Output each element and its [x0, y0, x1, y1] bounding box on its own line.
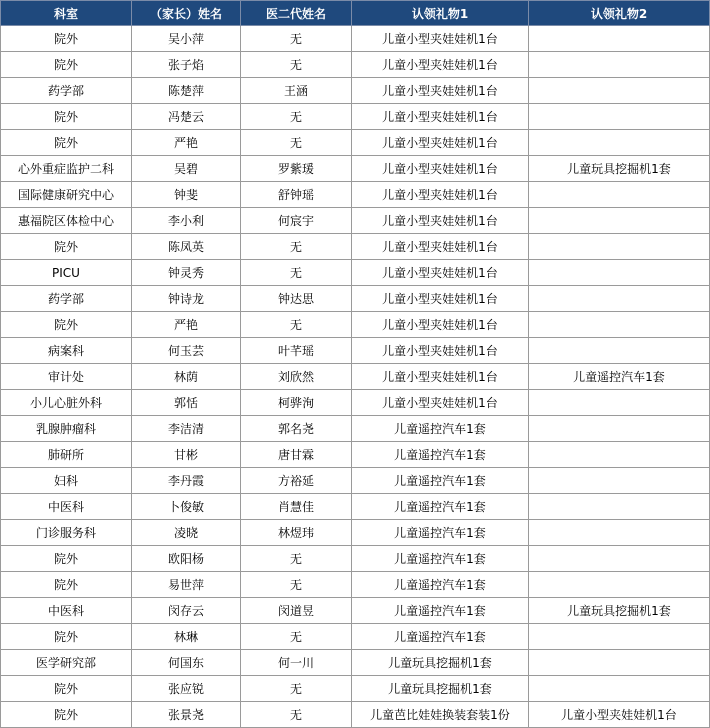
gift-2-cell [529, 494, 710, 520]
parent-name-cell: 卜俊敏 [132, 494, 241, 520]
parent-name-cell: 严艳 [132, 130, 241, 156]
department-cell: 院外 [1, 234, 132, 260]
gift-1-cell: 儿童玩具挖掘机1套 [352, 650, 529, 676]
department-cell: 审计处 [1, 364, 132, 390]
gift-2-cell [529, 546, 710, 572]
department-cell: 院外 [1, 546, 132, 572]
parent-name-cell: 吴碧 [132, 156, 241, 182]
col-header-gift-2: 认领礼物2 [529, 1, 710, 26]
parent-name-cell: 陈楚萍 [132, 78, 241, 104]
table-row [1, 260, 710, 286]
table-row [1, 182, 710, 208]
gift-1-cell: 儿童遥控汽车1套 [352, 416, 529, 442]
child-name-cell: 闵道昱 [241, 598, 352, 624]
department-cell: 院外 [1, 130, 132, 156]
table-row [1, 442, 710, 468]
department-cell: 院外 [1, 26, 132, 52]
gift-1-cell: 儿童小型夹娃娃机1台 [352, 52, 529, 78]
department-cell: 门诊服务科 [1, 520, 132, 546]
department-cell: 医学研究部 [1, 650, 132, 676]
gift-2-cell [529, 676, 710, 702]
department-cell: 中医科 [1, 494, 132, 520]
department-cell: 乳腺肿瘤科 [1, 416, 132, 442]
table-row [1, 650, 710, 676]
table-row [1, 702, 710, 728]
parent-name-cell: 李丹霞 [132, 468, 241, 494]
child-name-cell: 无 [241, 260, 352, 286]
table-row [1, 312, 710, 338]
gift-2-cell [529, 468, 710, 494]
gift-1-cell: 儿童小型夹娃娃机1台 [352, 156, 529, 182]
gift-2-cell [529, 312, 710, 338]
gift-1-cell: 儿童遥控汽车1套 [352, 442, 529, 468]
table-row [1, 546, 710, 572]
gift-2-cell [529, 130, 710, 156]
gift-2-cell [529, 650, 710, 676]
gift-1-cell: 儿童小型夹娃娃机1台 [352, 390, 529, 416]
child-name-cell: 何一川 [241, 650, 352, 676]
parent-name-cell: 吴小萍 [132, 26, 241, 52]
table-row [1, 104, 710, 130]
table-body [1, 26, 710, 728]
child-name-cell: 钟达思 [241, 286, 352, 312]
table-row [1, 468, 710, 494]
child-name-cell: 刘欣然 [241, 364, 352, 390]
col-header-gift-1: 认领礼物1 [352, 1, 529, 26]
table-row [1, 52, 710, 78]
gift-2-cell [529, 234, 710, 260]
table-row [1, 598, 710, 624]
gift-2-cell: 儿童玩具挖掘机1套 [529, 598, 710, 624]
department-cell: 药学部 [1, 78, 132, 104]
table-row [1, 338, 710, 364]
department-cell: 院外 [1, 624, 132, 650]
child-name-cell: 唐甘霖 [241, 442, 352, 468]
child-name-cell: 无 [241, 52, 352, 78]
col-header-parent-name: （家长）姓名 [132, 1, 241, 26]
gift-2-cell: 儿童遥控汽车1套 [529, 364, 710, 390]
department-cell: PICU [1, 260, 132, 286]
department-cell: 心外重症监护二科 [1, 156, 132, 182]
gift-1-cell: 儿童遥控汽车1套 [352, 572, 529, 598]
gift-1-cell: 儿童小型夹娃娃机1台 [352, 208, 529, 234]
gift-2-cell [529, 26, 710, 52]
gift-2-cell [529, 338, 710, 364]
child-name-cell: 柯骅洵 [241, 390, 352, 416]
table-row [1, 286, 710, 312]
department-cell: 惠福院区体检中心 [1, 208, 132, 234]
department-cell: 妇科 [1, 468, 132, 494]
gift-1-cell: 儿童玩具挖掘机1套 [352, 676, 529, 702]
parent-name-cell: 陈凤英 [132, 234, 241, 260]
gift-2-cell [529, 78, 710, 104]
table-row [1, 494, 710, 520]
child-name-cell: 罗紫瑗 [241, 156, 352, 182]
gift-1-cell: 儿童小型夹娃娃机1台 [352, 182, 529, 208]
department-cell: 肺研所 [1, 442, 132, 468]
department-cell: 病案科 [1, 338, 132, 364]
gift-2-cell: 儿童玩具挖掘机1套 [529, 156, 710, 182]
table-row [1, 676, 710, 702]
gift-1-cell: 儿童芭比娃娃换装套装1份 [352, 702, 529, 728]
gift-1-cell: 儿童小型夹娃娃机1台 [352, 234, 529, 260]
parent-name-cell: 严艳 [132, 312, 241, 338]
department-cell: 药学部 [1, 286, 132, 312]
parent-name-cell: 甘彬 [132, 442, 241, 468]
table-row [1, 26, 710, 52]
gift-2-cell [529, 442, 710, 468]
table-row [1, 390, 710, 416]
gift-1-cell: 儿童小型夹娃娃机1台 [352, 312, 529, 338]
child-name-cell: 肖慧佳 [241, 494, 352, 520]
gift-1-cell: 儿童小型夹娃娃机1台 [352, 338, 529, 364]
department-cell: 院外 [1, 676, 132, 702]
header-row [1, 1, 710, 26]
table-row [1, 572, 710, 598]
department-cell: 院外 [1, 104, 132, 130]
table-row [1, 364, 710, 390]
table-row [1, 416, 710, 442]
department-cell: 院外 [1, 52, 132, 78]
gift-2-cell [529, 520, 710, 546]
gift-1-cell: 儿童小型夹娃娃机1台 [352, 364, 529, 390]
table-row [1, 624, 710, 650]
child-name-cell: 王涵 [241, 78, 352, 104]
gift-2-cell [529, 572, 710, 598]
gift-2-cell [529, 286, 710, 312]
child-name-cell: 无 [241, 104, 352, 130]
gift-2-cell [529, 260, 710, 286]
department-cell: 小儿心脏外科 [1, 390, 132, 416]
parent-name-cell: 钟灵秀 [132, 260, 241, 286]
parent-name-cell: 张子焰 [132, 52, 241, 78]
gift-2-cell [529, 182, 710, 208]
child-name-cell: 林煜玮 [241, 520, 352, 546]
table-row [1, 78, 710, 104]
table-row [1, 520, 710, 546]
col-header-department: 科室 [1, 1, 132, 26]
gift-1-cell: 儿童小型夹娃娃机1台 [352, 286, 529, 312]
child-name-cell: 无 [241, 624, 352, 650]
child-name-cell: 无 [241, 312, 352, 338]
gift-1-cell: 儿童小型夹娃娃机1台 [352, 104, 529, 130]
department-cell: 院外 [1, 312, 132, 338]
child-name-cell: 郭名尧 [241, 416, 352, 442]
table-row [1, 156, 710, 182]
child-name-cell: 无 [241, 702, 352, 728]
parent-name-cell: 何国东 [132, 650, 241, 676]
parent-name-cell: 林荫 [132, 364, 241, 390]
child-name-cell: 无 [241, 676, 352, 702]
parent-name-cell: 林琳 [132, 624, 241, 650]
department-cell: 院外 [1, 702, 132, 728]
department-cell: 中医科 [1, 598, 132, 624]
child-name-cell: 无 [241, 546, 352, 572]
gift-2-cell [529, 104, 710, 130]
gift-1-cell: 儿童小型夹娃娃机1台 [352, 130, 529, 156]
child-name-cell: 舒钟瑶 [241, 182, 352, 208]
parent-name-cell: 钟斐 [132, 182, 241, 208]
gift-2-cell: 儿童小型夹娃娃机1台 [529, 702, 710, 728]
gift-1-cell: 儿童小型夹娃娃机1台 [352, 78, 529, 104]
child-name-cell: 无 [241, 130, 352, 156]
parent-name-cell: 钟诗龙 [132, 286, 241, 312]
parent-name-cell: 李小利 [132, 208, 241, 234]
child-name-cell: 无 [241, 234, 352, 260]
parent-name-cell: 李洁清 [132, 416, 241, 442]
gift-2-cell [529, 624, 710, 650]
child-name-cell: 叶芊瑶 [241, 338, 352, 364]
gift-2-cell [529, 416, 710, 442]
parent-name-cell: 张应锐 [132, 676, 241, 702]
child-name-cell: 方裕延 [241, 468, 352, 494]
gift-2-cell [529, 52, 710, 78]
department-cell: 院外 [1, 572, 132, 598]
table-row [1, 208, 710, 234]
table-row [1, 234, 710, 260]
table-row [1, 130, 710, 156]
department-cell: 国际健康研究中心 [1, 182, 132, 208]
gift-1-cell: 儿童遥控汽车1套 [352, 624, 529, 650]
gift-1-cell: 儿童遥控汽车1套 [352, 598, 529, 624]
gift-2-cell [529, 208, 710, 234]
gift-2-cell [529, 390, 710, 416]
parent-name-cell: 欧阳杨 [132, 546, 241, 572]
parent-name-cell: 何玉芸 [132, 338, 241, 364]
gift-1-cell: 儿童遥控汽车1套 [352, 494, 529, 520]
parent-name-cell: 冯楚云 [132, 104, 241, 130]
child-name-cell: 无 [241, 572, 352, 598]
gift-1-cell: 儿童遥控汽车1套 [352, 520, 529, 546]
gift-1-cell: 儿童小型夹娃娃机1台 [352, 260, 529, 286]
parent-name-cell: 闵存云 [132, 598, 241, 624]
gift-1-cell: 儿童遥控汽车1套 [352, 468, 529, 494]
gift-1-cell: 儿童小型夹娃娃机1台 [352, 26, 529, 52]
child-name-cell: 无 [241, 26, 352, 52]
gift-1-cell: 儿童遥控汽车1套 [352, 546, 529, 572]
parent-name-cell: 凌晓 [132, 520, 241, 546]
col-header-child-name: 医二代姓名 [241, 1, 352, 26]
child-name-cell: 何宸宇 [241, 208, 352, 234]
parent-name-cell: 张景尧 [132, 702, 241, 728]
parent-name-cell: 易世萍 [132, 572, 241, 598]
parent-name-cell: 郭恬 [132, 390, 241, 416]
